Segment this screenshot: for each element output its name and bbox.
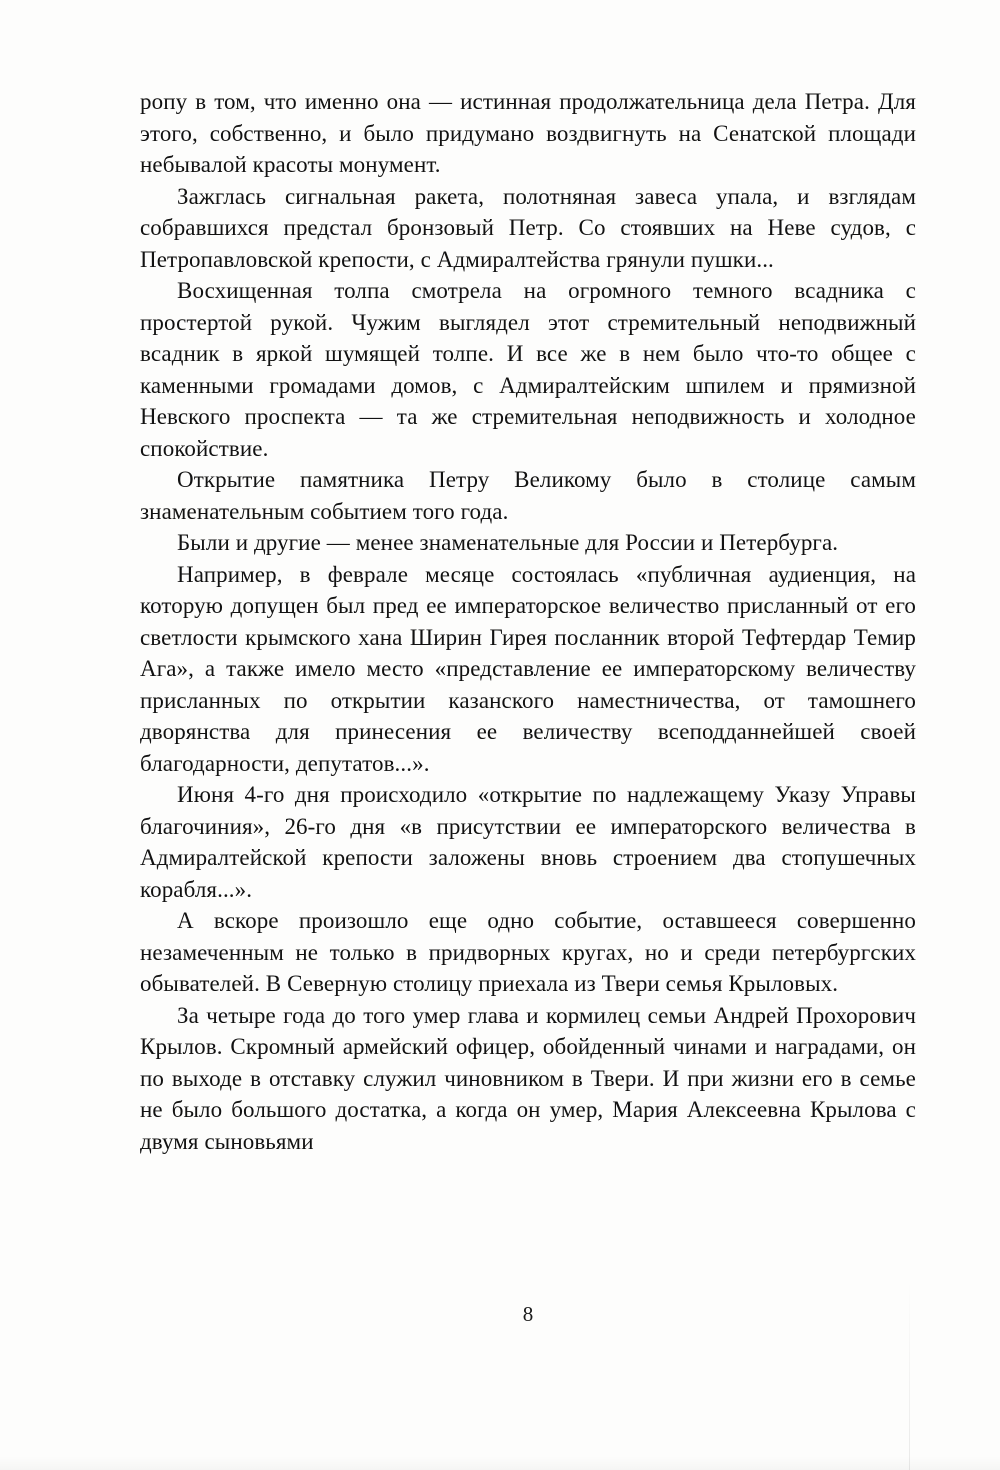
paragraph: ропу в том, что именно она — истинная продолжательница дела Петра. Для этого, собственно, и было придумано воздвигнуть на Сенатской площади небывалой красоты монумент. xyxy=(140,89,916,177)
paragraph: Восхищенная толпа смотрела на огромного темного всадника с простертой рукой. Чужим выглядел этот стремительный неподвижный всадник в яркой шумящей толпе. И все же в нем было что-то общее с каменными громадами домов, с Адмиралтейским шпилем и прямизной Невского проспекта — та же стремительная неподвижность и холодное спокойствие. xyxy=(140,278,916,461)
paragraph: Были и другие — менее знаменательные для России и Петербурга. xyxy=(177,530,839,555)
paragraph: А вскоре произошло еще одно событие, оставшееся совершенно незамеченным не только в придворных кругах, но и среди петербургских обывателей. В Северную столицу приехала из Твери семья Крыловых. xyxy=(140,908,916,996)
paragraph: Например, в феврале месяце состоялась «публичная аудиенция, на которую допущен был пред ее императорское величество присланный от его светлости крымского хана Ширин Гирея посланник второй Тефтердар Темир Ага», а также имело место «представление ее императорскому величеству присланных по открытии казанского наместничества, от тамошнего дворянства для принесения ее величеству всеподданнейшей своей благодарности, депутатов...». xyxy=(140,561,916,776)
paragraph: За четыре года до того умер глава и кормилец семьи Андрей Прохорович Крылов. Скромный армейский офицер, обойденный чинами и наградами, он по выходе в отставку служил чиновником в Твери. И при жизни его в семье не было большого достатка, а когда он умер, Мария Алексеевна Крылова с двумя сыновьями xyxy=(140,1002,916,1154)
page-number: 8 xyxy=(522,1302,534,1326)
paragraph: Зажглась сигнальная ракета, полотняная завеса упала, и взглядам собравшихся предстал бронзовый Петр. Со стоявших на Неве судов, с Петропавловской крепости, с Адмиралтейства грянули пушки... xyxy=(140,183,916,272)
paragraph: Июня 4-го дня происходило «открытие по надлежащему Указу Управы благочиния», 26-го дня «в присутствии ее императорского величества в Адмиралтейской крепости заложены вновь строением два стопушечных корабля...». xyxy=(140,782,916,902)
paragraph: Открытие памятника Петру Великому было в столице самым знаменательным событием того года. xyxy=(140,467,916,524)
scan-artifact-line xyxy=(909,1280,910,1470)
scan-shadow xyxy=(0,1456,1000,1470)
body-text xyxy=(140,86,916,1157)
